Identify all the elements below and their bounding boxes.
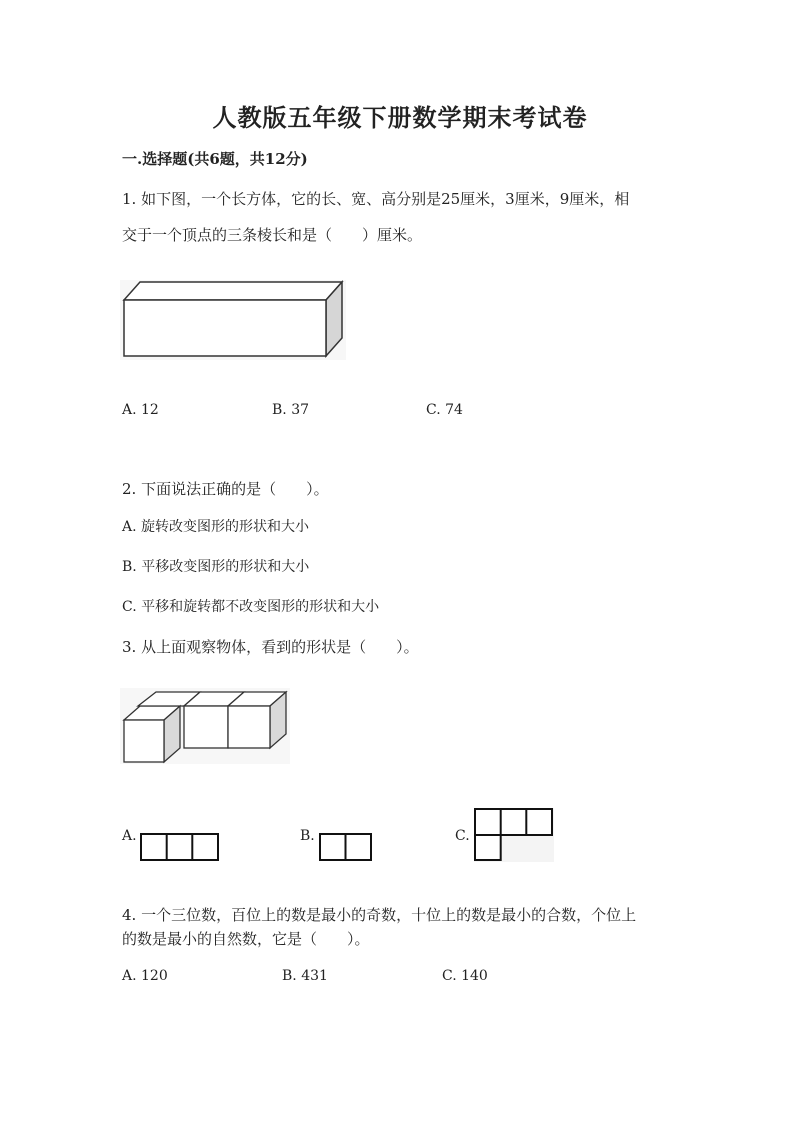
- question-3-option-b[interactable]: B.: [300, 828, 315, 844]
- question-1-option-c[interactable]: C. 74: [426, 402, 463, 418]
- question-1-line-2: 交于一个顶点的三条棱长和是（ ）厘米。: [122, 226, 423, 244]
- question-4-option-a[interactable]: A. 120: [122, 968, 168, 984]
- option-a-three-squares[interactable]: [140, 833, 220, 861]
- question-2-option-b[interactable]: B. 平移改变图形的形状和大小: [122, 559, 310, 575]
- question-3-text: 3. 从上面观察物体，看到的形状是（ ）。: [122, 638, 419, 656]
- question-4-option-c[interactable]: C. 140: [442, 968, 488, 984]
- cubes-figure: [120, 688, 290, 764]
- option-c-l-shape[interactable]: [474, 808, 554, 862]
- question-3-option-c[interactable]: C.: [455, 828, 470, 844]
- question-2-option-a[interactable]: A. 旋转改变图形的形状和大小: [122, 519, 310, 535]
- question-4-line-1: 4. 一个三位数，百位上的数是最小的奇数，十位上的数是最小的合数，个位上: [122, 906, 637, 924]
- question-1-line-1: 1. 如下图，一个长方体，它的长、宽、高分别是25厘米，3厘米，9厘米，相: [122, 190, 630, 208]
- question-1-option-a[interactable]: A. 12: [122, 402, 159, 418]
- question-4-option-b[interactable]: B. 431: [282, 968, 328, 984]
- question-2-text: 2. 下面说法正确的是（ ）。: [122, 480, 329, 498]
- section-heading: 一.选择题(共6题，共12分): [122, 150, 308, 168]
- cuboid-figure: [120, 280, 346, 360]
- question-4-line-2: 的数是最小的自然数，它是（ ）。: [122, 930, 370, 948]
- page-title: 人教版五年级下册数学期末考试卷: [212, 103, 588, 132]
- option-b-two-squares[interactable]: [319, 833, 373, 861]
- question-2-option-c[interactable]: C. 平移和旋转都不改变图形的形状和大小: [122, 599, 380, 615]
- question-1-option-b[interactable]: B. 37: [272, 402, 310, 418]
- question-3-option-a[interactable]: A.: [122, 828, 137, 844]
